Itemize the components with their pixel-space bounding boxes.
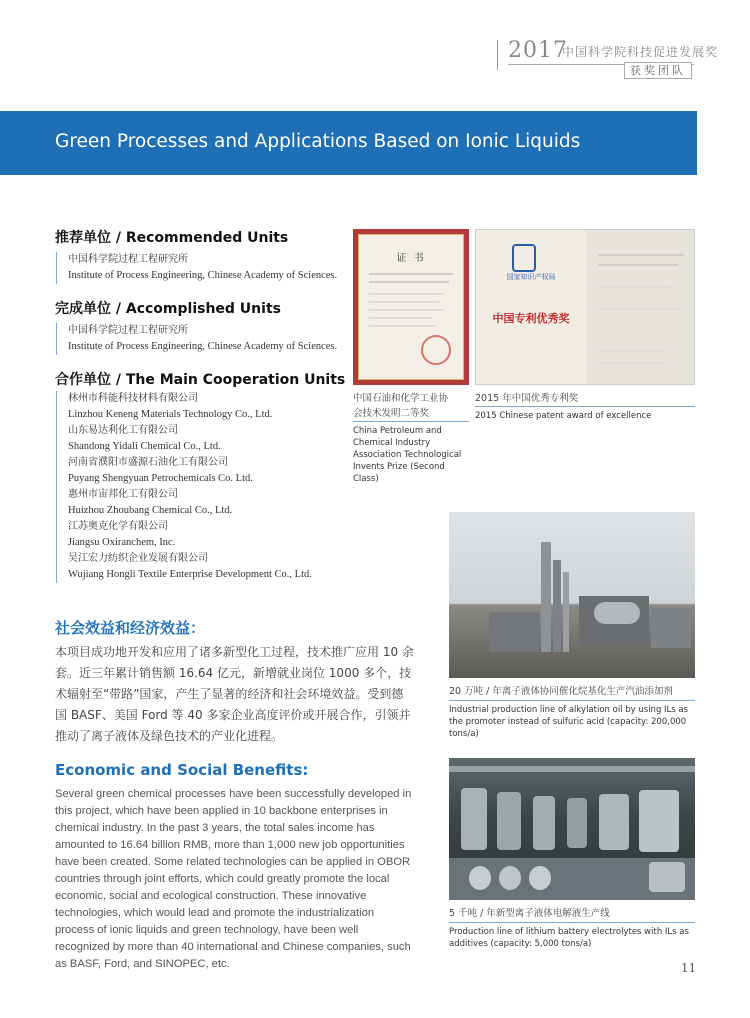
drum-shape xyxy=(529,866,551,890)
drum-shape xyxy=(469,866,491,890)
certificate-caption-en: China Petroleum and Chemical Industry Association Technological Invents Prize (Second Class) xyxy=(353,426,462,484)
caption-rule xyxy=(449,922,695,923)
plant1-caption-en: Industrial production line of alkylation oil by using ILs as the promoter instead of sulfuric acid (capacity: 200,000 tons/a) xyxy=(449,705,689,739)
cooperation-unit-cn: 吴江宏力纺织企业发展有限公司 xyxy=(68,553,208,564)
seal-icon xyxy=(421,335,451,365)
tank-shape xyxy=(594,602,640,624)
text-line xyxy=(369,325,437,327)
text-line xyxy=(598,264,678,266)
tank-shape xyxy=(567,798,587,848)
accomplished-unit-cn: 中国科学院过程工程研究所 xyxy=(68,325,188,336)
plant1-caption-cn: 20 万吨 / 年离子液体协同催化烷基化生产汽油添加剂 xyxy=(449,686,673,697)
header-divider xyxy=(497,40,498,70)
accomplished-unit xyxy=(56,323,337,355)
column-shape xyxy=(553,560,561,652)
plant2-caption-cn: 5 千吨 / 年新型离子液体电解液生产线 xyxy=(449,908,610,919)
recommended-unit xyxy=(56,252,337,284)
page-number: 11 xyxy=(681,961,697,975)
text-line xyxy=(598,308,680,310)
accomplished-unit-en: Institute of Process Engineering, Chinese Academy of Sciences. xyxy=(68,341,338,352)
patent-image xyxy=(475,229,695,385)
tank-shape xyxy=(599,794,629,850)
cooperation-unit-en: Jiangsu Oxiranchem, Inc. xyxy=(68,537,176,548)
alkylation-plant-image xyxy=(449,512,695,678)
cooperation-unit-cn: 河南省濮阳市盛源石油化工有限公司 xyxy=(68,457,228,468)
text-line xyxy=(369,273,453,275)
text-line xyxy=(598,350,664,352)
accomplished-heading: 完成单位 / Accomplished Units xyxy=(55,301,281,317)
cooperation-list xyxy=(56,391,312,583)
text-line xyxy=(369,301,439,303)
pipe-shape xyxy=(449,766,695,772)
tank-shape xyxy=(533,796,555,850)
patent-left-panel xyxy=(476,230,586,384)
tank-shape xyxy=(639,790,679,852)
text-line xyxy=(598,254,684,256)
tank-shape xyxy=(461,788,487,850)
text-line xyxy=(369,281,449,283)
header-year: 2017 xyxy=(508,38,568,63)
cooperation-heading: 合作单位 / The Main Cooperation Units xyxy=(55,372,346,388)
drum-shape xyxy=(649,862,685,892)
recommended-heading: 推荐单位 / Recommended Units xyxy=(55,230,289,246)
drum-shape xyxy=(499,866,521,890)
plant-structure xyxy=(651,608,691,648)
patent-award-title: 中国专利优秀奖 xyxy=(492,312,570,325)
caption-rule xyxy=(353,421,469,422)
cooperation-unit-en: Huizhou Zhoubang Chemical Co., Ltd. xyxy=(68,505,233,516)
benefits-en-text: Several green chemical processes have been successfully developed in this project, which have been applied in 10 backbone enterprises in chemical industry. In the past 3 years, the total sales income has amounted to 16.64 billion RMB, more than 1,000 new job opportunities have been created. Some related technologies can be applied in OBOR countries through joint efforts, which could greatly promote the local economic, social and ecological construction. These innovative technologies, which would lead and promote the industrialization process of ionic liquids and green technology, have been well recognized by more than 40 international and Chinese companies, such as BASF, Ford, and SINOPEC, etc. xyxy=(55,788,412,970)
page-title: Green Processes and Applications Based on Ionic Liquids xyxy=(55,131,581,152)
cooperation-unit-en: Wujiang Hongli Textile Enterprise Development Co., Ltd. xyxy=(68,569,312,580)
text-line xyxy=(369,309,445,311)
column-shape xyxy=(541,542,551,652)
text-line xyxy=(598,362,664,364)
recommended-unit-cn: 中国科学院过程工程研究所 xyxy=(68,254,188,265)
patent-logo-icon xyxy=(512,244,536,272)
caption-rule xyxy=(449,700,695,701)
plant2-caption-en: Production line of lithium battery electrolytes with ILs as additives (capacity: 5,000 tons/a) xyxy=(449,927,689,949)
header-badge: 获奖团队 xyxy=(624,62,692,79)
patent-org: 国家知识产权局 xyxy=(506,273,556,281)
cooperation-unit-cn: 惠州市宙邦化工有限公司 xyxy=(68,489,178,500)
text-line xyxy=(369,293,443,295)
caption-rule xyxy=(475,406,695,407)
text-line xyxy=(598,286,670,288)
cooperation-unit-en: Puyang Shengyuan Petrochemicals Co. Ltd. xyxy=(68,473,253,484)
electrolyte-line-image xyxy=(449,758,695,900)
benefits-en-heading: Economic and Social Benefits: xyxy=(55,761,309,779)
patent-caption-en: 2015 Chinese patent award of excellence xyxy=(475,411,652,421)
cooperation-unit-cn: 林州市科能科技材料有限公司 xyxy=(68,393,198,404)
cooperation-unit-en: Linzhou Keneng Materials Technology Co., Ltd. xyxy=(68,409,273,420)
certificate-title: 证 书 xyxy=(396,253,426,264)
certificate-paper xyxy=(358,234,464,380)
tank-shape xyxy=(497,792,521,850)
benefits-cn-heading: 社会效益和经济效益： xyxy=(55,619,206,637)
cooperation-unit-cn: 江苏奥克化学有限公司 xyxy=(68,521,168,532)
cooperation-unit-cn: 山东易达利化工有限公司 xyxy=(68,425,178,436)
patent-caption-cn: 2015 年中国优秀专利奖 xyxy=(475,393,579,404)
benefits-cn-text: 本项目成功地开发和应用了诸多新型化工过程，技术推广应用 10 余套。近三年累计销售额 16.64 亿元，新增就业岗位 1000 多个，技术辐射至“带路”国家，产生了显著的经济和社会环境效益。受到德国 BASF、美国 Ford 等 40 多家企业高度评价或开展合作，引领并推动了离子液体及绿色技术的产业化进程。 xyxy=(55,645,414,743)
recommended-unit-en: Institute of Process Engineering, Chinese Academy of Sciences. xyxy=(68,270,338,281)
certificate-caption-cn: 中国石油和化学工业协会技术发明二等奖 xyxy=(353,393,449,419)
plant-structure xyxy=(489,612,539,652)
text-line xyxy=(369,317,433,319)
column-shape xyxy=(563,572,569,652)
cooperation-unit-en: Shandong Yidali Chemical Co., Ltd. xyxy=(68,441,221,452)
header-title: 中国科学院科技促进发展奖 xyxy=(562,45,719,59)
certificate-image xyxy=(353,229,469,385)
